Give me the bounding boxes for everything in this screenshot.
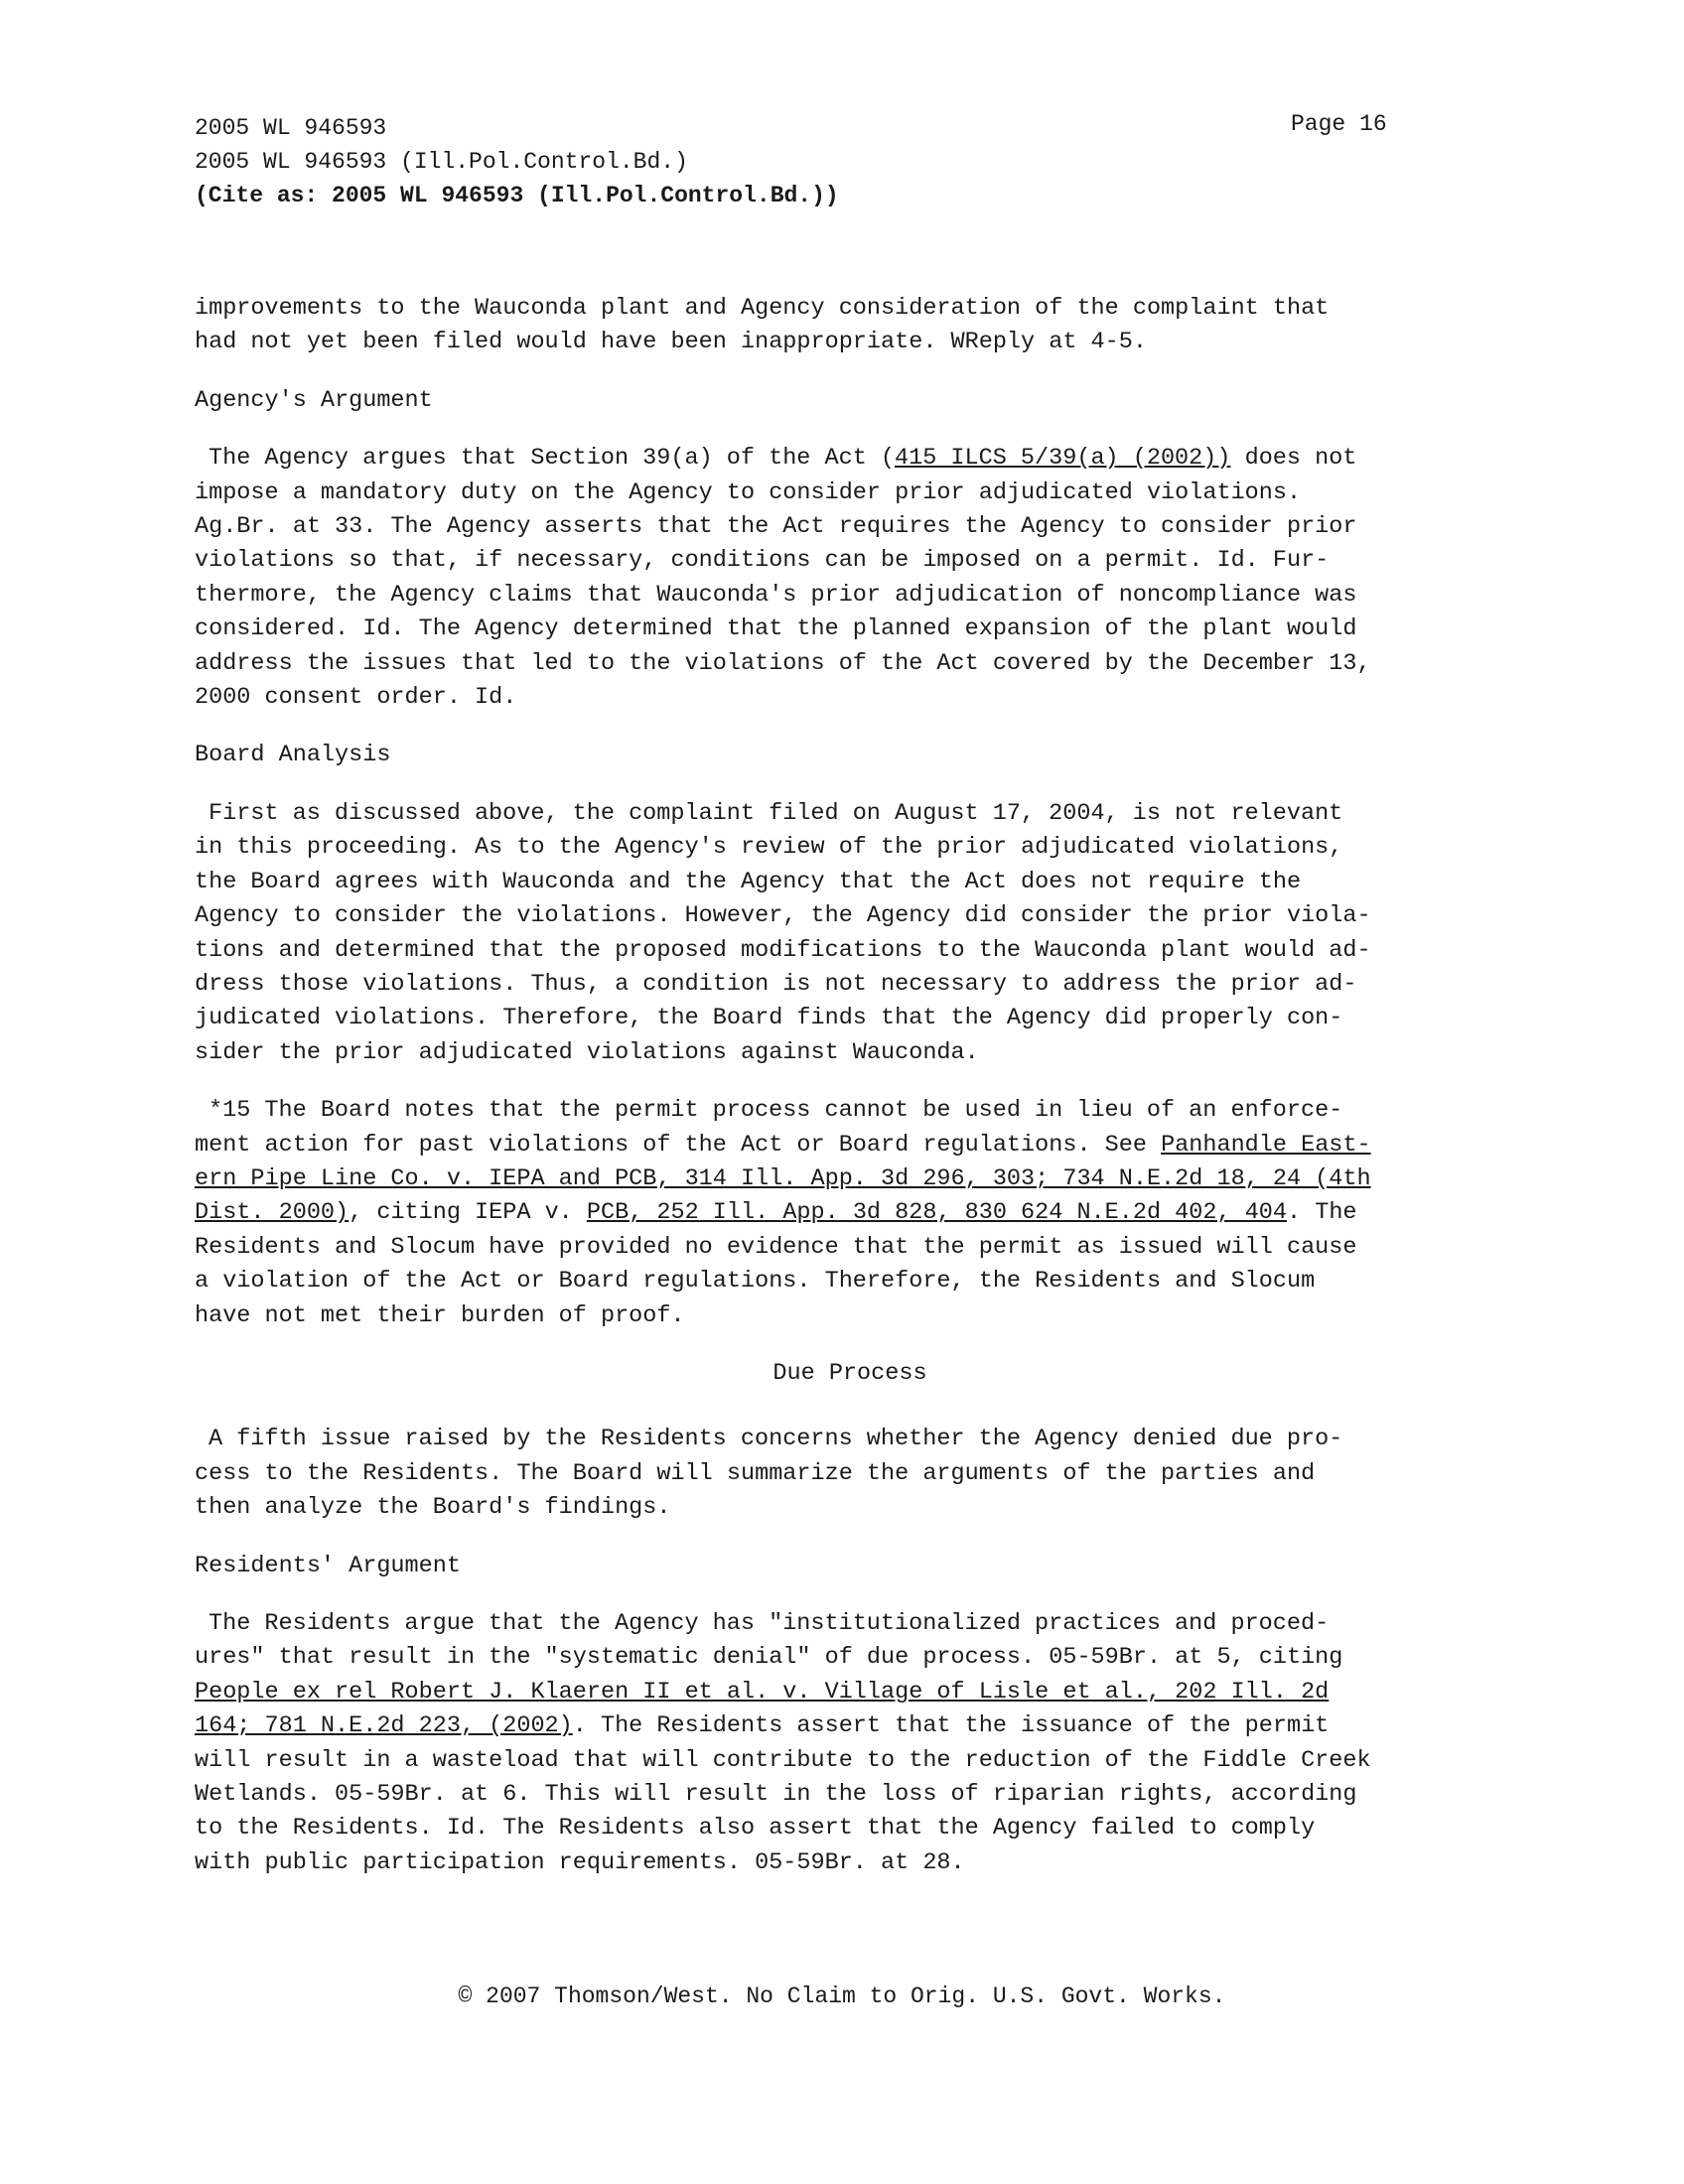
case-link-klaeren-cont[interactable]: 164; 781 N.E.2d 223, (2002) bbox=[195, 1712, 573, 1740]
text-line: then analyze the Board's findings. bbox=[195, 1494, 671, 1522]
text-line: thermore, the Agency claims that Wauconda's prior adjudication of noncompliance was bbox=[195, 581, 1357, 609]
case-link-pcb[interactable]: PCB, 252 Ill. App. 3d 828, 830 624 N.E.2d 402, 404 bbox=[586, 1199, 1288, 1227]
heading-board-analysis: Board Analysis bbox=[195, 742, 391, 769]
text-line: dress those violations. Thus, a condition is not necessary to address the prior ad- bbox=[195, 970, 1357, 998]
text-line: A fifth issue raised by the Residents concerns whether the Agency denied due pro- bbox=[209, 1426, 1343, 1453]
text-line: had not yet been filed would have been inappropriate. WReply at 4-5. bbox=[195, 329, 1147, 356]
text-line: cess to the Residents. The Board will summarize the arguments of the parties and bbox=[195, 1459, 1316, 1487]
text-line: address the issues that led to the violations of the Act covered by the December 13, bbox=[195, 649, 1371, 677]
citation-line-1: 2005 WL 946593 bbox=[195, 115, 387, 141]
paragraph-3 bbox=[195, 797, 1505, 1070]
text-line bbox=[195, 1709, 1505, 1743]
text-line: have not met their burden of proof. bbox=[195, 1301, 685, 1329]
case-link-panhandle-cont[interactable]: ern Pipe Line Co. v. IEPA and PCB, 314 Ill. App. 3d 296, 303; 734 N.E.2d 18, 24 (4th bbox=[195, 1164, 1371, 1192]
text-line: with public participation requirements. 05-59Br. at 28. bbox=[195, 1848, 965, 1876]
page-number: Page 16 bbox=[1291, 111, 1387, 137]
text-line: sider the prior adjudicated violations against Wauconda. bbox=[195, 1038, 979, 1066]
text-line: will result in a wasteload that will contribute to the reduction of the Fiddle Creek bbox=[195, 1746, 1371, 1774]
citation-header bbox=[195, 111, 839, 212]
paragraph-4 bbox=[195, 1094, 1505, 1333]
text-line: impose a mandatory duty on the Agency to consider prior adjudicated violations. bbox=[195, 478, 1302, 506]
text-span: , citing IEPA v. bbox=[349, 1199, 587, 1227]
text-line: violations so that, if necessary, conditions can be imposed on a permit. Id. Fur- bbox=[195, 547, 1330, 575]
text-line bbox=[209, 442, 1505, 476]
text-span: ment action for past violations of the Act or Board regulations. See bbox=[195, 1131, 1162, 1159]
text-line: Agency to consider the violations. However, the Agency did consider the prior viola- bbox=[195, 902, 1371, 930]
paragraph-5 bbox=[195, 1423, 1505, 1525]
text-line: *15 The Board notes that the permit process cannot be used in lieu of an enforce- bbox=[209, 1097, 1343, 1125]
paragraph-1 bbox=[195, 292, 1505, 360]
text-line: tions and determined that the proposed modifications to the Wauconda plant would ad- bbox=[195, 936, 1371, 964]
case-link-panhandle-end[interactable]: Dist. 2000) bbox=[195, 1199, 350, 1227]
paragraph-6 bbox=[195, 1607, 1505, 1880]
text-line: The Residents argue that the Agency has "institutionalized practices and proced- bbox=[209, 1610, 1330, 1637]
text-line: considered. Id. The Agency determined that the planned expansion of the plant would bbox=[195, 615, 1357, 643]
heading-agency-argument: Agency's Argument bbox=[195, 386, 433, 414]
document-body bbox=[195, 292, 1505, 1904]
text-line: judicated violations. Therefore, the Board finds that the Agency did properly con- bbox=[195, 1005, 1343, 1032]
case-link-klaeren[interactable]: People ex rel Robert J. Klaeren II et al. v. Village of Lisle et al., 202 Ill. 2d bbox=[195, 1678, 1330, 1706]
paragraph-2 bbox=[195, 442, 1505, 715]
text-line bbox=[195, 1129, 1505, 1162]
case-link-panhandle[interactable]: Panhandle East- bbox=[1161, 1131, 1371, 1159]
text-line bbox=[195, 1196, 1505, 1230]
text-span: does not bbox=[1230, 445, 1357, 473]
text-line: in this proceeding. As to the Agency's review of the prior adjudicated violations, bbox=[195, 834, 1343, 862]
text-line: First as discussed above, the complaint filed on August 17, 2004, is not relevant bbox=[209, 799, 1343, 827]
text-line: 2000 consent order. Id. bbox=[195, 684, 517, 712]
text-line: Residents and Slocum have provided no evidence that the permit as issued will cause bbox=[195, 1233, 1357, 1261]
text-span: . The Residents assert that the issuance of the permit bbox=[572, 1712, 1330, 1740]
text-span: The Agency argues that Section 39(a) of the Act ( bbox=[209, 445, 896, 473]
text-line: to the Residents. Id. The Residents also assert that the Agency failed to comply bbox=[195, 1815, 1316, 1843]
copyright-footer: © 2007 Thomson/West. No Claim to Orig. U.S. Govt. Works. bbox=[458, 1983, 1226, 2009]
heading-residents-argument: Residents' Argument bbox=[195, 1552, 461, 1579]
text-line: the Board agrees with Wauconda and the Agency that the Act does not require the bbox=[195, 868, 1302, 895]
citation-line-2: 2005 WL 946593 (Ill.Pol.Control.Bd.) bbox=[195, 149, 688, 175]
text-line: Wetlands. 05-59Br. at 6. This will result in the loss of riparian rights, according bbox=[195, 1781, 1357, 1809]
text-line: improvements to the Wauconda plant and Agency consideration of the complaint that bbox=[195, 295, 1330, 322]
text-line: Ag.Br. at 33. The Agency asserts that the Act requires the Agency to consider prior bbox=[195, 513, 1357, 541]
text-line: ures" that result in the "systematic denial" of due process. 05-59Br. at 5, citing bbox=[195, 1644, 1343, 1672]
heading-due-process: Due Process bbox=[772, 1359, 927, 1387]
text-span: . The bbox=[1287, 1199, 1357, 1227]
text-line: a violation of the Act or Board regulations. Therefore, the Residents and Slocum bbox=[195, 1268, 1316, 1296]
cite-as-line: (Cite as: 2005 WL 946593 (Ill.Pol.Control.Bd.)) bbox=[195, 183, 839, 208]
statute-link[interactable]: 415 ILCS 5/39(a) (2002)) bbox=[895, 445, 1231, 473]
